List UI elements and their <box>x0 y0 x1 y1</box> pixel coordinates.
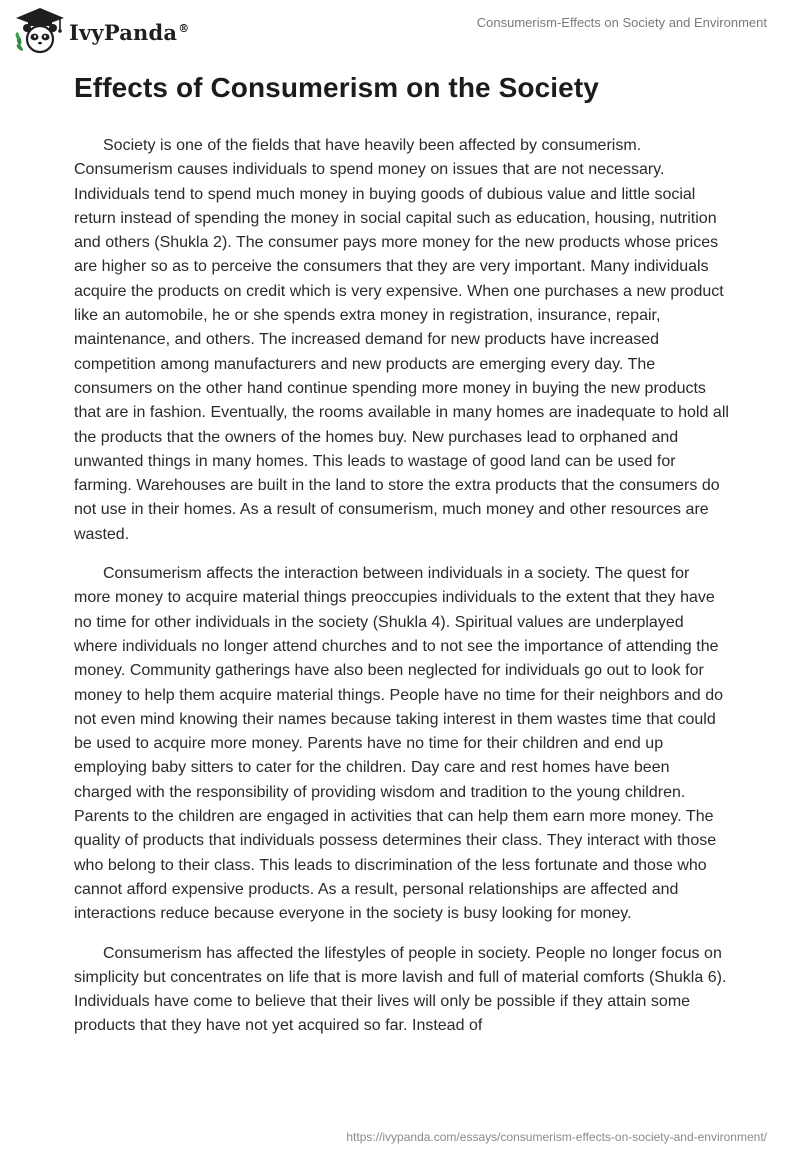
logo-text: IvyPanda® <box>69 19 190 45</box>
footer-url[interactable]: https://ivypanda.com/essays/consumerism-effects-on-society-and-environment/ <box>346 1130 767 1144</box>
essay-body <box>74 134 729 1054</box>
panda-graduate-icon <box>14 6 66 56</box>
registered-mark: ® <box>178 21 190 35</box>
page-header <box>0 0 800 64</box>
paragraph: Consumerism affects the interaction between individuals in a society. The quest for more money to acquire material things preoccupies individuals to the extent that they have no time for other individuals in the society (Shukla 4). Spiritual values are underplayed where individuals no longer attend churches and to not see the importance of attending the money. Community gatherings have also been neglected for individuals go out to look for money to help them acquire material things. People have no time for their neighbors and do not even mind knowing their names because taking interest in them wastes time that could be used to acquire more money. Parents have no time for their children and end up employing baby sitters to cater for the children. Day care and rest homes have been charged with the responsibility of providing wisdom and tradition to the young children. Parents to the children are engaged in activities that can help them earn more money. The quality of products that individuals possess determines their class. They interact with those who belong to their class. This leads to discrimination of the less fortunate and those who cannot afford expensive products. As a result, personal relationships are affected and interactions reduce because everyone in the society is busy looking for money. <box>74 565 723 923</box>
paragraph: Society is one of the fields that have heavily been affected by consumerism. Consumerism causes individuals to spend money on issues that are not necessary. Individuals tend to spend much money in buying goods of dubious value and little social return instead of spending the money in social capital such as education, housing, nutrition and others (Shukla 2). The consumer pays more money for the new products whose prices are higher so as to perceive the consumers that they are very important. Many individuals acquire the products on credit which is very expensive. When one purchases a new product like an automobile, he or she spends extra money in registration, insurance, repair, maintenance, and others. The increased demand for new products have increased competition among manufacturers and new products are emerging every day. The consumers on the other hand continue spending more money in buying the new products that are in fashion. Eventually, the rooms available in many homes are inadequate to hold all the products that the owners of the homes buy. New purchases lead to orphaned and unwanted things in many homes. This leads to wastage of good land can be used for farming. Warehouses are built in the land to store the extra products that the consumers do not use in their homes. As a result of consumerism, much money and other resources are wasted. <box>74 137 729 543</box>
ivypanda-logo[interactable] <box>14 6 189 56</box>
document-label: Consumerism-Effects on Society and Environment <box>476 15 767 30</box>
page-title: Effects of Consumerism on the Society <box>74 72 599 103</box>
paragraph: Consumerism has affected the lifestyles of people in society. People no longer focus on simplicity but concentrates on life that is more lavish and full of material comforts (Shukla 6). Individuals have come to believe that their lives will only be possible if they attain some products that they have not yet acquired so far. Instead of <box>74 944 727 1035</box>
